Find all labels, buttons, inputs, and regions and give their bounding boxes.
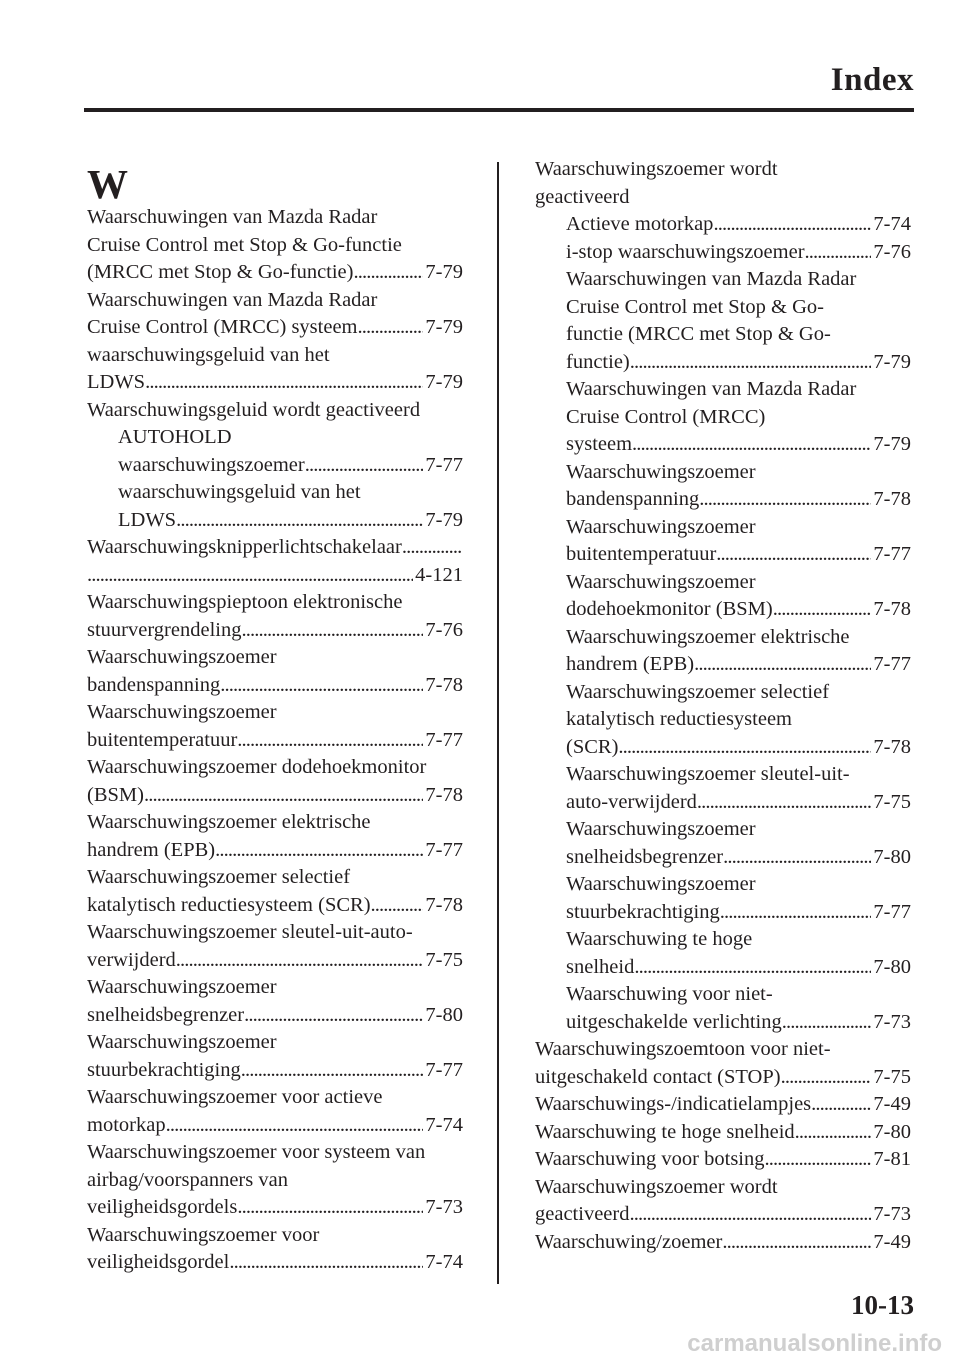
- index-entry-page: 7-79: [425, 316, 463, 338]
- dot-leader: [220, 672, 423, 700]
- index-entry-page: 7-77: [873, 653, 911, 675]
- dot-leader: [632, 431, 871, 459]
- index-column-right: [535, 156, 911, 1256]
- index-entry-line: [535, 1009, 911, 1037]
- index-entry-page: 7-78: [425, 893, 463, 916]
- index-entry-text: AUTOHOLD: [118, 426, 232, 448]
- index-entry-line: [535, 651, 911, 679]
- dot-leader: [176, 507, 423, 535]
- index-entry-text: (BSM): [87, 783, 144, 806]
- index-entry-line: [87, 204, 463, 232]
- index-entry-text: Waarschuwingen van Mazda Radar: [566, 378, 857, 400]
- index-entry-line: [535, 761, 911, 789]
- index-entry-page: 7-73: [873, 1010, 911, 1033]
- index-entry-page: 7-73: [873, 1203, 911, 1225]
- index-entry-line: [87, 947, 463, 975]
- index-entry-page: 7-77: [425, 1058, 463, 1081]
- index-entry-text: Waarschuwingszoemer dodehoekmonitor: [87, 756, 427, 778]
- dot-leader: [634, 954, 871, 982]
- dot-leader: [781, 1064, 872, 1092]
- index-entry-text: Waarschuwingen van Mazda Radar: [566, 268, 857, 290]
- dot-leader: [144, 782, 423, 810]
- index-entry-page: 7-79: [425, 508, 463, 531]
- index-entry-line: [87, 1084, 463, 1112]
- index-entry-line: [535, 541, 911, 569]
- index-entry-line: [535, 266, 911, 294]
- index-entry-line: [87, 452, 463, 480]
- index-entry-text: Waarschuwingszoemer voor systeem van: [87, 1141, 426, 1163]
- dot-leader: [782, 1009, 872, 1037]
- index-entry-text: Waarschuwingszoemer: [87, 976, 277, 998]
- page-number: 10-13: [851, 1290, 914, 1320]
- index-entry-text: katalytisch reductiesysteem (SCR): [87, 893, 371, 916]
- index-entry-page: 7-77: [873, 900, 911, 923]
- index-entry-page: 7-80: [425, 1003, 463, 1026]
- index-entry-page: 7-74: [873, 213, 911, 235]
- index-entry-line: [87, 864, 463, 892]
- header-rule: [84, 108, 914, 112]
- index-entry-line: [87, 1194, 463, 1222]
- index-entry-text: Waarschuwing voor botsing: [535, 1148, 765, 1170]
- dot-leader: [713, 211, 871, 239]
- index-entry-page: 7-76: [425, 618, 463, 641]
- index-entry-page: 7-79: [425, 371, 463, 393]
- index-entry-line: [535, 1174, 911, 1202]
- index-entry-text: uitgeschakeld contact (STOP): [535, 1065, 781, 1088]
- dot-leader: [618, 734, 871, 762]
- index-entry-text: Waarschuwingszoemer: [566, 873, 756, 895]
- dot-leader: [244, 1002, 423, 1030]
- index-entry-text: Waarschuwing te hoge snelheid: [535, 1120, 795, 1143]
- dot-leader: [237, 727, 423, 755]
- index-entry-line: [535, 349, 911, 377]
- index-entry-line: [535, 596, 911, 624]
- index-entry-line: [535, 871, 911, 899]
- index-entry-page: 7-74: [425, 1251, 463, 1273]
- index-entry-line: [535, 514, 911, 542]
- index-entry-page: 7-49: [873, 1230, 911, 1253]
- index-entry-text: (SCR): [566, 735, 619, 758]
- index-entry-text: i-stop waarschuwingszoemer: [566, 240, 805, 263]
- dot-leader: [805, 239, 872, 267]
- index-entry-page: 4-121: [415, 563, 463, 586]
- index-entry-text: Waarschuwingen van Mazda Radar: [87, 206, 378, 228]
- index-entry-line: [535, 789, 911, 817]
- index-entry-text: Waarschuwingszoemtoon voor niet-: [535, 1038, 831, 1060]
- index-entry-text: veiligheidsgordels: [87, 1196, 238, 1218]
- dot-leader: [402, 534, 461, 562]
- index-entry-line: [535, 211, 911, 239]
- index-entry-line: [87, 1057, 463, 1085]
- index-entry-text: bandenspanning: [87, 673, 221, 696]
- dot-leader: [166, 1112, 424, 1140]
- index-entry-text: Waarschuwingsknipperlichtschakelaar: [87, 536, 402, 558]
- index-entry-text: Waarschuwingszoemer wordt: [535, 158, 778, 180]
- index-entry-text: Cruise Control met Stop & Go-functie: [87, 233, 402, 256]
- index-entry-line: [87, 672, 463, 700]
- index-entry-page: 7-75: [873, 1065, 911, 1088]
- index-entry-text: buitentemperatuur: [566, 543, 717, 565]
- index-entry-line: [87, 1029, 463, 1057]
- index-entry-text: Waarschuwings-/indicatielampjes: [535, 1093, 812, 1115]
- index-entry-text: Waarschuwing/zoemer: [535, 1230, 723, 1253]
- watermark-text: carmanualsonline.info: [687, 1330, 942, 1357]
- index-entry-line: [87, 754, 463, 782]
- index-entry-line: [87, 1139, 463, 1167]
- dot-leader: [765, 1146, 872, 1174]
- index-entry-text: functie (MRCC met Stop & Go-: [566, 323, 831, 345]
- dot-leader: [215, 837, 423, 865]
- dot-leader: [371, 892, 424, 920]
- index-entry-text: Cruise Control met Stop & Go-: [566, 295, 824, 318]
- index-entry-text: motorkap: [87, 1113, 166, 1136]
- index-entry-page: 7-77: [425, 728, 463, 751]
- index-entry-line: [535, 569, 911, 597]
- dot-leader: [241, 617, 423, 645]
- dot-leader: [773, 596, 872, 624]
- index-entry-line: [535, 1229, 911, 1257]
- index-entry-page: 7-76: [873, 240, 911, 263]
- index-entry-text: geactiveerd: [535, 185, 630, 208]
- index-column-left: [87, 204, 463, 1277]
- index-entry-text: snelheidsbegrenzer: [566, 845, 724, 868]
- dot-leader: [699, 486, 871, 514]
- index-entry-line: [87, 699, 463, 727]
- dot-leader: [145, 369, 423, 397]
- index-entry-line: [535, 184, 911, 212]
- index-entry-line: [535, 624, 911, 652]
- index-entry-text: systeem: [566, 433, 633, 455]
- index-entry-text: Waarschuwingszoemer: [87, 646, 277, 668]
- index-entry-line: [87, 424, 463, 452]
- index-entry-page: 7-78: [873, 735, 911, 758]
- index-entry-line: [535, 486, 911, 514]
- index-entry-text: Waarschuwingen van Mazda Radar: [87, 288, 378, 311]
- index-entry-text: Waarschuwingsgeluid wordt geactiveerd: [87, 398, 421, 421]
- index-entry-line: [535, 294, 911, 322]
- index-entry-text: dodehoekmonitor (BSM): [566, 598, 773, 620]
- index-entry-line: [87, 259, 463, 287]
- dot-leader: [811, 1091, 871, 1119]
- index-entry-text: katalytisch reductiesysteem: [566, 708, 792, 730]
- index-entry-page: [461, 534, 463, 562]
- index-entry-line: [87, 892, 463, 920]
- dot-leader: [357, 314, 423, 342]
- index-entry-line: [87, 644, 463, 672]
- index-entry-text: waarschuwingsgeluid van het: [87, 343, 330, 366]
- index-entry-page: 7-78: [873, 598, 911, 620]
- index-entry-page: 7-79: [425, 261, 463, 283]
- dot-leader: [630, 349, 872, 377]
- index-entry-page: 7-79: [873, 433, 911, 455]
- dot-leader: [716, 541, 871, 569]
- index-entry-page: 7-80: [873, 1120, 911, 1143]
- index-entry-text: Waarschuwingszoemer wordt: [535, 1175, 778, 1198]
- dot-leader: [305, 452, 424, 480]
- index-entry-text: bandenspanning: [566, 488, 700, 510]
- index-entry-text: Waarschuwingspieptoon elektronische: [87, 591, 403, 613]
- index-entry-text: snelheidsbegrenzer: [87, 1003, 245, 1026]
- index-entry-text: airbag/voorspanners van: [87, 1168, 288, 1191]
- page-header-title: Index: [830, 62, 914, 98]
- index-entry-text: waarschuwingsgeluid van het: [118, 481, 361, 503]
- index-entry-line: [535, 954, 911, 982]
- dot-leader: [694, 651, 871, 679]
- index-entry-line: [87, 562, 463, 590]
- index-entry-page: 7-77: [425, 838, 463, 861]
- index-entry-text: Waarschuwingszoemer voor: [87, 1223, 320, 1246]
- index-entry-text: (MRCC met Stop & Go-functie): [87, 261, 354, 283]
- index-entry-text: geactiveerd: [535, 1203, 630, 1225]
- index-entry-line: [535, 981, 911, 1009]
- index-entry-line: [535, 734, 911, 762]
- index-entry-text: Cruise Control (MRCC) systeem: [87, 316, 358, 338]
- dot-leader: [241, 1057, 424, 1085]
- index-entry-line: [87, 232, 463, 260]
- index-entry-line: [87, 974, 463, 1002]
- index-entry-line: [535, 1036, 911, 1064]
- index-entry-line: [87, 837, 463, 865]
- index-entry-line: [535, 1201, 911, 1229]
- index-entry-page: 7-78: [425, 783, 463, 806]
- index-entry-text: verwijderd: [87, 948, 176, 971]
- dot-leader: [697, 789, 872, 817]
- index-entry-text: Waarschuwing te hoge: [566, 928, 753, 950]
- index-entry-text: Waarschuwingszoemer elektrische: [566, 625, 850, 648]
- index-entry-line: [535, 706, 911, 734]
- index-entry-text: Waarschuwingszoemer: [87, 1031, 277, 1053]
- index-entry-line: [87, 342, 463, 370]
- index-entry-line: [535, 816, 911, 844]
- index-entry-page: 7-80: [873, 955, 911, 978]
- index-entry-text: Actieve motorkap: [566, 213, 714, 235]
- index-entry-page: 7-75: [873, 790, 911, 813]
- index-entry-text: Waarschuwingszoemer elektrische: [87, 811, 371, 833]
- dot-leader: [353, 259, 423, 287]
- index-entry-text: buitentemperatuur: [87, 728, 238, 751]
- index-entry-page: 7-80: [873, 845, 911, 868]
- index-entry-text: Cruise Control (MRCC): [566, 405, 766, 428]
- index-entry-line: [87, 1002, 463, 1030]
- index-entry-page: 7-77: [425, 453, 463, 476]
- index-entry-text: stuurbekrachtiging: [87, 1058, 241, 1081]
- index-entry-text: Waarschuwingszoemer: [566, 460, 756, 483]
- index-entry-page: 7-73: [425, 1196, 463, 1218]
- index-entry-line: [535, 431, 911, 459]
- index-entry-page: 7-78: [425, 673, 463, 696]
- index-entry-page: 7-49: [873, 1093, 911, 1115]
- dot-leader: [722, 1229, 871, 1257]
- index-entry-line: [535, 239, 911, 267]
- index-entry-text: handrem (EPB): [566, 653, 695, 675]
- index-entry-text: Waarschuwingszoemer sleutel-uit-auto-: [87, 921, 413, 943]
- index-entry-line: [87, 534, 463, 562]
- index-entry-text: Waarschuwingszoemer voor actieve: [87, 1086, 383, 1108]
- index-entry-page: 7-77: [873, 543, 911, 565]
- index-entry-line: [535, 404, 911, 432]
- index-entry-text: LDWS: [118, 508, 177, 531]
- index-entry-line: [87, 617, 463, 645]
- index-entry-page: 7-74: [425, 1113, 463, 1136]
- index-entry-text: Waarschuwingszoemer: [566, 570, 756, 593]
- dot-leader: [629, 1201, 871, 1229]
- index-entry-line: [87, 1167, 463, 1195]
- index-entry-line: [87, 507, 463, 535]
- index-entry-text: Waarschuwing voor niet-: [566, 983, 773, 1005]
- index-entry-text: stuurbekrachtiging: [566, 900, 720, 923]
- index-entry-line: [87, 479, 463, 507]
- index-entry-text: handrem (EPB): [87, 838, 216, 861]
- index-entry-line: [535, 156, 911, 184]
- column-divider: [497, 162, 499, 1284]
- index-entry-page: 7-78: [873, 488, 911, 510]
- index-entry-line: [535, 1146, 911, 1174]
- index-entry-page: 7-81: [873, 1148, 911, 1170]
- index-entry-text: Waarschuwingszoemer selectief: [566, 680, 830, 703]
- index-entry-text: LDWS: [87, 371, 146, 393]
- index-entry-line: [535, 926, 911, 954]
- dot-leader: [229, 1249, 423, 1277]
- index-entry-line: [535, 1119, 911, 1147]
- index-entry-line: [87, 314, 463, 342]
- index-entry-line: [87, 397, 463, 425]
- index-entry-text: Waarschuwingszoemer: [87, 701, 277, 723]
- dot-leader: [720, 899, 872, 927]
- index-entry-text: uitgeschakelde verlichting: [566, 1010, 782, 1033]
- index-entry-line: [87, 589, 463, 617]
- index-entry-text: snelheid: [566, 955, 635, 978]
- index-entry-line: [87, 809, 463, 837]
- index-entry-text: functie): [566, 350, 630, 373]
- dot-leader: [87, 562, 413, 590]
- index-entry-line: [87, 369, 463, 397]
- dot-leader: [237, 1194, 423, 1222]
- index-entry-line: [87, 287, 463, 315]
- index-entry-text: stuurvergrendeling: [87, 618, 242, 641]
- index-entry-page: 7-75: [425, 948, 463, 971]
- index-entry-line: [87, 727, 463, 755]
- index-entry-text: waarschuwingszoemer: [118, 453, 305, 476]
- index-entry-line: [87, 1222, 463, 1250]
- index-entry-text: Waarschuwingszoemer: [566, 818, 756, 840]
- index-entry-line: [535, 679, 911, 707]
- index-entry-line: [535, 321, 911, 349]
- index-entry-line: [87, 1249, 463, 1277]
- index-entry-line: [87, 1112, 463, 1140]
- index-entry-text: veiligheidsgordel: [87, 1251, 230, 1273]
- index-entry-line: [87, 919, 463, 947]
- index-entry-text: Waarschuwingszoemer: [566, 515, 756, 538]
- index-entry-line: [535, 1064, 911, 1092]
- index-entry-line: [535, 459, 911, 487]
- index-entry-line: [535, 844, 911, 872]
- index-entry-page: 7-79: [873, 350, 911, 373]
- index-entry-text: Waarschuwingszoemer selectief: [87, 866, 351, 888]
- dot-leader: [795, 1119, 872, 1147]
- dot-leader: [176, 947, 424, 975]
- index-entry-line: [535, 376, 911, 404]
- dot-leader: [723, 844, 871, 872]
- index-entry-text: auto-verwijderd: [566, 790, 697, 813]
- index-entry-line: [87, 782, 463, 810]
- index-entry-line: [535, 899, 911, 927]
- index-section-letter: W: [87, 161, 128, 207]
- index-entry-text: Waarschuwingszoemer sleutel-uit-: [566, 763, 850, 785]
- index-entry-line: [535, 1091, 911, 1119]
